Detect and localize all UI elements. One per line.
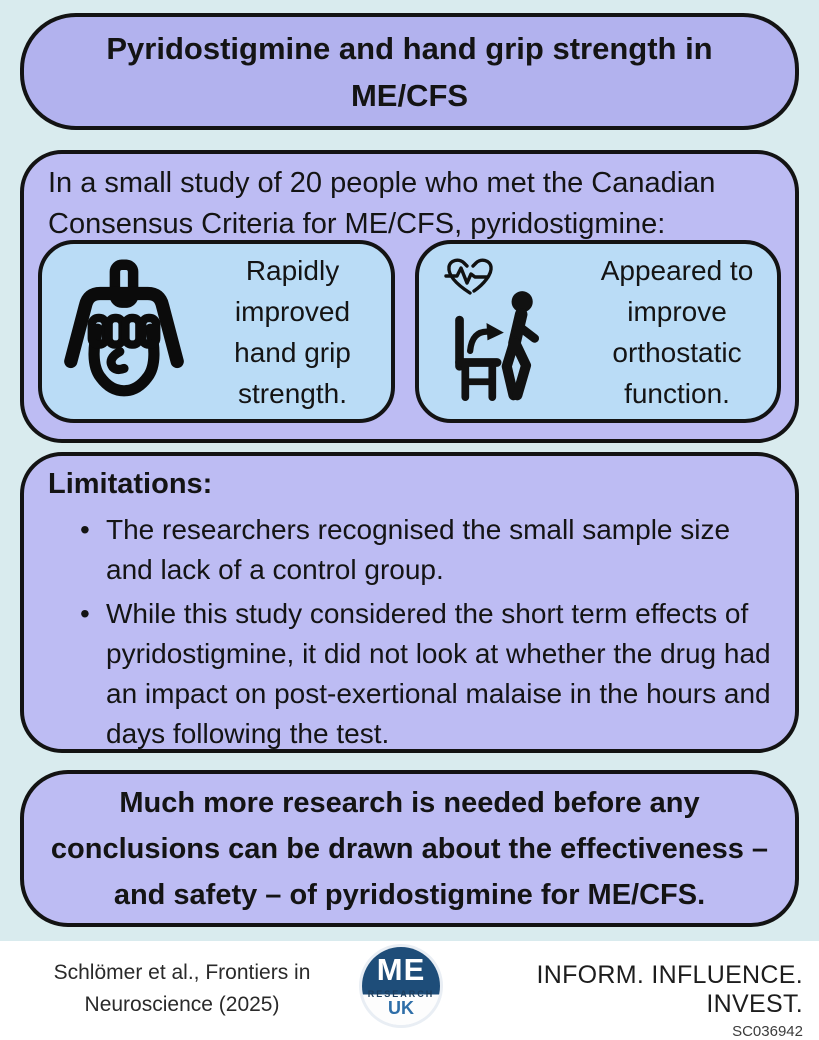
title-banner — [20, 13, 799, 130]
citation-text: Schlömer et al., Frontiers in Neuroscience (2025) — [53, 961, 311, 1016]
logo-research-text: RESEARCH — [367, 989, 435, 999]
me-research-uk-logo — [362, 947, 440, 1025]
limitation-item: • The researchers recognised the small sample size and lack of a control group. — [80, 510, 781, 590]
finding-card-orthostatic-text: Appeared to improve orthostatic function. — [600, 254, 754, 409]
finding-card-orthostatic — [415, 240, 781, 423]
charity-number: SC036942 — [732, 1023, 803, 1040]
study-summary-box — [20, 150, 799, 443]
hand-grip-icon — [54, 259, 194, 405]
limitations-box — [20, 452, 799, 753]
footer — [0, 941, 819, 1040]
footer-right-block — [463, 961, 803, 1040]
finding-card-grip-text: Rapidly improved hand grip strength. — [234, 254, 351, 409]
sit-to-stand-icon — [447, 284, 553, 414]
study-intro-text: In a small study of 20 people who met the Canadian Consensus Criteria for ME/CFS, pyridostigmine: — [48, 167, 716, 240]
conclusion-box — [20, 770, 799, 927]
conclusion-text: Much more research is needed before any conclusions can be drawn about the effectiveness – and safety – of pyridostigmine for ME/CFS. — [50, 786, 769, 911]
limitations-heading: Limitations: — [48, 468, 213, 500]
finding-card-grip-strength — [38, 240, 395, 423]
limitation-item: • While this study considered the short term effects of pyridostigmine, it did not look at whether the drug had an impact on post-exertional malaise in the hours and days following the test. — [80, 594, 781, 754]
limitations-list — [48, 510, 781, 754]
finding-cards-row — [38, 240, 781, 423]
orthostatic-icon-group — [419, 244, 577, 419]
logo-uk-text: UK — [388, 998, 414, 1018]
tagline-text: INFORM. INFLUENCE. INVEST. — [536, 961, 803, 1018]
logo-me-text: ME — [376, 952, 426, 987]
page-title: Pyridostigmine and hand grip strength in ME/CFS — [106, 30, 713, 113]
